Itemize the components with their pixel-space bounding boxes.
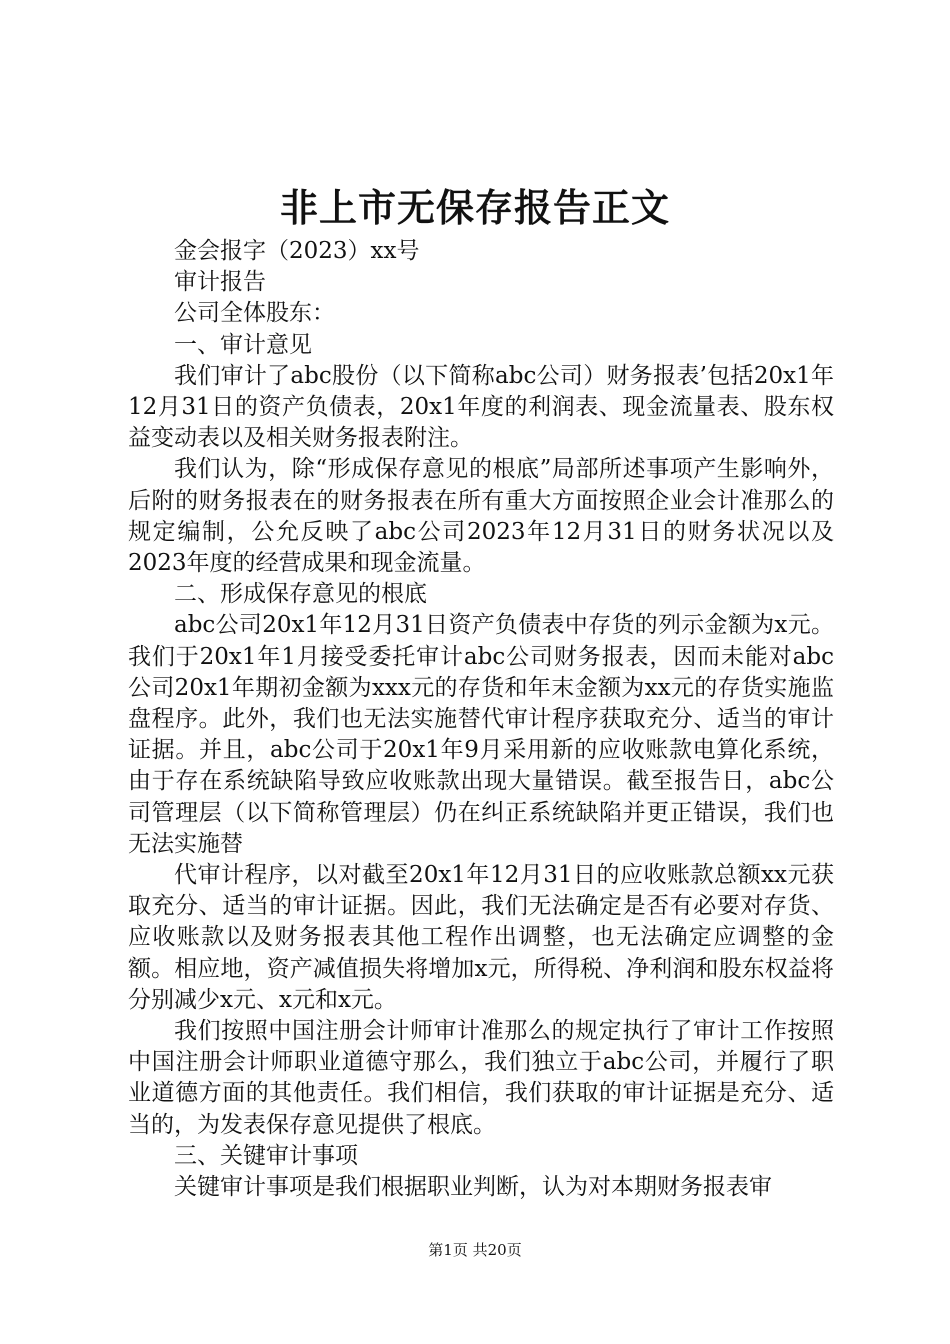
page-indicator: 第1页 共20页 [428,1241,522,1259]
report-heading: 审计报告 [174,269,266,296]
section-heading-opinion: 一、审计意见 [174,331,312,358]
section-heading-basis: 二、形成保存意见的根底 [174,581,427,608]
report-number: 金会报字（2023）xx号 [174,238,420,264]
document-title: 非上市无保存报告正文 [279,185,670,230]
paragraph-opinion: 我们认为，除“形成保存意见的根底”局部所述事项产生影响外，后附的财务报表在的财务报表在所有重大方面按照企业会计准那么的规定编制，公允反映了abc公司2023年12月31日的财务状况以及2023年度的经营成果和现金流量。 [128,456,834,577]
document-body [128,236,834,1203]
section-heading-key-matters: 三、关键审计事项 [174,1142,358,1169]
addressee: 公司全体股东： [174,300,335,327]
paragraph-audit-scope: 我们审计了abc股份（以下简称abc公司）财务报表’包括20x1年12月31日的资产负债表，20x1年度的利润表、现金流量表、股东权益变动表以及相关财务报表附注。 [128,362,834,452]
paragraph-basis-inventory: abc公司20x1年12月31日资产负债表中存货的列示金额为x元。我们于20x1年1月接受委托审计abc公司财务报表，因而未能对abc公司20x1年期初金额为xxx元的存货和年末金额为xx元的存货实施监盘程序。此外，我们也无法实施替代审计程序获取充分、适当的审计证据。并且，abc公司于20x1年9月采用新的应收账款电算化系统，由于存在系统缺陷导致应收账款出现大量错误。截至报告日，abc公司管理层（以下简称管理层）仍在纠正系统缺陷并更正错误，我们也无法实施替 [128,612,834,857]
paragraph-basis-receivables: 代审计程序，以对截至20x1年12月31日的应收账款总额xx元获取充分、适当的审计证据。因此，我们无法确定是否有必要对存货、应收账款以及财务报表其他工程作出调整，也无法确定应调整的金额。相应地，资产减值损失将增加x元，所得税、净利润和股东权益将分别减少x元、x元和x元。 [128,862,834,1013]
paragraph-key-matters: 关键审计事项是我们根据职业判断，认为对本期财务报表审 [174,1174,772,1201]
paragraph-basis-ethics: 我们按照中国注册会计师审计准那么的规定执行了审计工作按照中国注册会计师职业道德守那么，我们独立于abc公司，并履行了职业道德方面的其他责任。我们相信，我们获取的审计证据是充分、适当的，为发表保存意见提供了根底。 [128,1018,834,1138]
